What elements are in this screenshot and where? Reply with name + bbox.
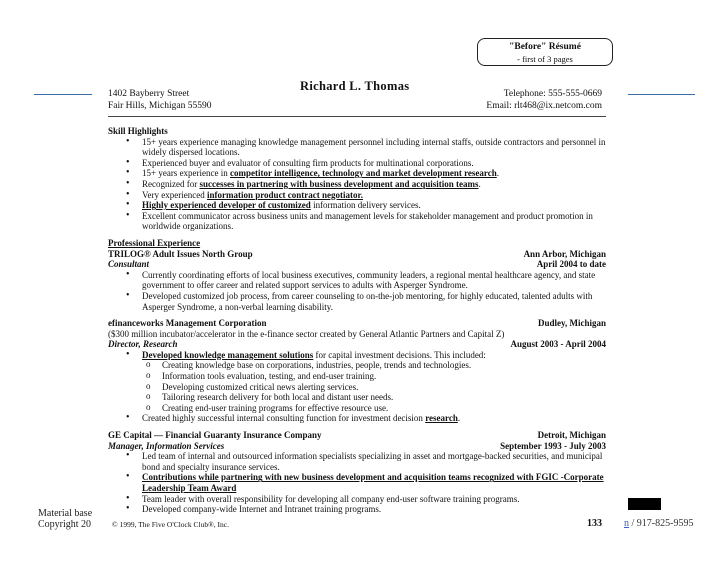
bullet-text: Developed company-wide Internet and Intranet training programs. <box>142 504 382 515</box>
sub-bullet-item: o Creating knowledge base on corporations, industries, people, trends and technologies. <box>142 360 606 371</box>
job-entry <box>108 249 606 313</box>
job-entry <box>108 318 606 424</box>
jobs-list <box>108 249 606 515</box>
job-bullets <box>108 350 606 361</box>
header-rule <box>108 116 606 117</box>
bullet-emphasis: successes in partnering with business development and acquisition teams <box>199 178 479 189</box>
job-org-row <box>108 249 606 260</box>
bullet-emphasis: Contributions while partnering with new business development and acquisition teams recognized with FGIC -Corporate Leadership Team Award <box>142 472 604 493</box>
job-organization: efinanceworks Management Corporation <box>108 318 267 329</box>
job-dates: April 2004 to date <box>536 259 606 270</box>
bullet-item <box>122 413 606 424</box>
bullet-text: Very experienced <box>142 189 207 200</box>
bullet-text-end: . <box>496 168 500 179</box>
bullet-item <box>122 211 606 232</box>
bullet-text: Created highly successful internal consulting function for investment decision <box>142 413 426 424</box>
bullet-item <box>122 137 606 158</box>
bullet-item <box>122 451 606 472</box>
job-entry <box>108 430 606 515</box>
sub-bullet-item: o Developing customized critical news alerting services. <box>142 382 606 393</box>
bullet-item <box>122 472 606 493</box>
contact-link[interactable]: n <box>624 518 629 529</box>
bullet-text: Developed customized job process, from career counseling to on-the-job mentoring, for highly educated, talented adults with Asperger Syndrome, a non-verbal learning disability. <box>142 290 593 312</box>
job-organization: TRILOG® Adult Issues North Group <box>108 248 253 259</box>
bullet-text: 15+ years experience in <box>142 168 231 179</box>
experience-heading: Professional Experience <box>108 237 201 248</box>
address-line-2: Fair Hills, Michigan 55590 <box>108 101 212 111</box>
job-organization: GE Capital — Financial Guaranty Insurance Company <box>108 430 322 441</box>
job-location: Ann Arbor, Michigan <box>523 248 606 259</box>
job-description: ($300 million incubator/accelerator in the e-finance sector created by General Atlantic Partners and Capital Z) <box>108 328 505 339</box>
address-line-1: 1402 Bayberry Street <box>108 89 190 99</box>
slide-footer-line-1: Material base <box>38 508 93 519</box>
job-org-row <box>108 430 606 441</box>
contact-phone: / 917-825-9595 <box>629 518 694 529</box>
phone: Telephone: 555-555-0669 <box>503 89 602 99</box>
job-bullets-after <box>108 413 606 424</box>
black-block <box>628 498 661 510</box>
bullet-emphasis: information product contract negotiator. <box>206 189 363 200</box>
badge-title: "Before" Résumé <box>509 42 581 52</box>
bullet-text: Excellent communicator across business units and management levels for stakeholder management and product promotion in worldwide organizations. <box>142 210 593 232</box>
skills-section <box>108 126 606 232</box>
job-title: Manager, Information Services <box>108 440 225 451</box>
left-accent-line <box>34 94 92 95</box>
bullet-text-end: for capital investment decisions. This included: <box>313 349 486 360</box>
footer-copyright: © 1999, The Five O'Clock Club®, Inc. <box>112 520 229 529</box>
job-location: Dudley, Michigan <box>537 318 606 329</box>
bullet-text-end: . <box>478 178 481 189</box>
sub-bullet-item: o Information tools evaluation, testing, and end-user training. <box>142 371 606 382</box>
job-org-row <box>108 318 606 329</box>
bullet-text: Experienced buyer and evaluator of consulting firm products for multinational corporations. <box>142 157 474 168</box>
job-title: Consultant <box>108 259 150 270</box>
email: Email: rlt468@ix.netcom.com <box>486 101 602 111</box>
slide-footer-line-2: Copyright 20 <box>38 519 92 530</box>
job-title-row <box>108 259 606 270</box>
page-number: 133 <box>587 518 602 529</box>
bullet-item <box>122 504 606 515</box>
skills-list <box>108 137 606 232</box>
sub-bullet-item: o Tailoring research delivery for both local and distant user needs. <box>142 392 606 403</box>
bullet-item <box>122 200 606 211</box>
bullet-emphasis: competitor intelligence, technology and market development research <box>230 168 497 179</box>
bullet-item <box>122 158 606 169</box>
job-bullets <box>108 451 606 515</box>
address-block <box>108 88 211 112</box>
bullet-text: Recognized for <box>142 178 200 189</box>
job-sub-bullets <box>108 360 606 413</box>
bullet-item <box>122 190 606 201</box>
bullet-item <box>122 179 606 190</box>
bullet-emphasis: Developed knowledge management solutions <box>142 349 314 360</box>
right-accent-line <box>628 94 695 95</box>
job-dates: August 2003 - April 2004 <box>510 339 606 350</box>
bullet-text-end: . <box>457 413 461 424</box>
job-title-row <box>108 339 606 350</box>
bullet-item <box>122 270 606 291</box>
resume-body <box>108 126 606 515</box>
bullet-text: 15+ years experience managing knowledge management personnel including internal staffs, outside contractors and personnel in widely dispersed locations. <box>142 136 606 158</box>
experience-section <box>108 238 606 515</box>
job-location: Detroit, Michigan <box>537 430 606 441</box>
job-bullets <box>108 270 606 312</box>
contact-block <box>486 88 602 112</box>
slide-contact <box>624 518 693 529</box>
bullet-text-end: information delivery services. <box>310 200 421 211</box>
bullet-text: Team leader with overall responsibility for developing all company end-user software training programs. <box>142 493 520 504</box>
badge-subtitle: - first of 3 pages <box>517 54 573 64</box>
resume-name: Richard L. Thomas <box>300 79 410 93</box>
bullet-text: Led team of internal and outsourced information specialists specializing in asset and mortgage-backed securities, and municipal bond and specialty insurance services. <box>142 451 603 472</box>
bullet-emphasis: research <box>425 413 458 424</box>
bullet-item <box>122 494 606 505</box>
job-title: Director, Research <box>108 339 178 350</box>
before-resume-badge <box>477 38 613 66</box>
bullet-item <box>122 350 606 361</box>
skills-heading: Skill Highlights <box>108 126 168 136</box>
job-title-row <box>108 441 606 452</box>
job-dates: September 1993 - July 2003 <box>500 440 606 451</box>
bullet-text: Currently coordinating efforts of local business executives, community leaders, a regional mental healthcare agency, and state government to offer career and related support services to adults with Asperger Syndrome. <box>142 269 596 291</box>
sub-bullet-item: o Creating end-user training programs for effective resource use. <box>142 403 606 414</box>
bullet-emphasis: Highly experienced developer of customized <box>142 200 311 211</box>
bullet-item <box>122 168 606 179</box>
bullet-item <box>122 291 606 312</box>
